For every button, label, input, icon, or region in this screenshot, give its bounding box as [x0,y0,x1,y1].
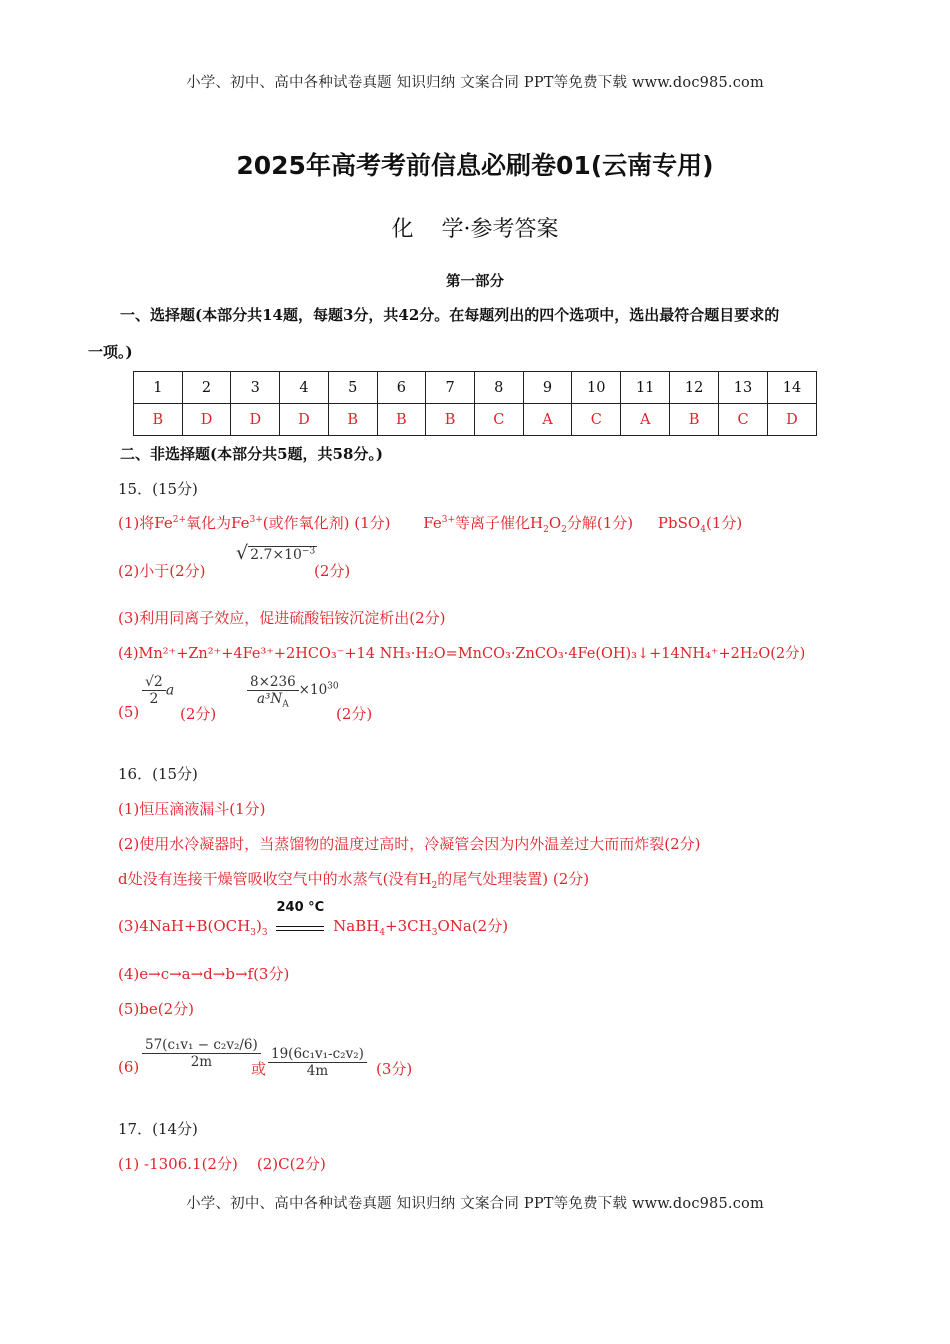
answer-table-numbers-row [134,372,817,404]
purity-fraction-1: $\frac{\text{57(c₁v₁ − c₂v₂/6)}}{2m}$ [142,1037,261,1070]
question-number: 13 [719,372,768,404]
q15-answer-1: (1)将$Fe^{2+}$氧化为$Fe^{3+}$(或作氧化剂) (1分) $Fe^{3+}$等离子催化$H_2O_2$分解(1分) PbSO$_4$(1分) [118,514,743,535]
q16-answer-6-score: (3分) [376,1060,413,1078]
q16-answer-2: (2)使用水冷凝器时，当蒸馏物的温度过高时，冷凝管会因为内外温差过大而而炸裂(2分) [118,835,701,853]
reaction-condition-arrow: 240 °C [274,915,326,939]
answer-cell: C [719,404,768,436]
question-number: 4 [280,372,329,404]
fraction-sqrt2-over-2: $\frac{√2}{2}$ a [142,674,174,707]
answer-table [133,371,817,436]
q15-answer-2: (2)小于(2分) [118,562,206,580]
q16-answer-1: (1)恒压滴液漏斗(1分) [118,800,266,818]
question-number: 11 [621,372,670,404]
answer-cell: D [231,404,280,436]
purity-fraction-2: $\frac{\text{19(6c₁v₁-c₂v₂)}}{4m}$ [268,1046,367,1079]
answer-cell: B [377,404,426,436]
page-header: 小学、初中、高中各种试卷真题 知识归纳 文案合同 PPT等免费下载 www.doc985.com [186,75,764,91]
q15-answer-5-score2: (2分) [336,705,373,723]
question-number: 1 [134,372,183,404]
part-heading: 第一部分 [446,273,504,290]
answer-cell: B [328,404,377,436]
question-number: 14 [767,372,816,404]
q15-answer-3: (3)利用同离子效应，促进硫酸铝铵沉淀析出(2分) [118,609,446,627]
answer-cell: C [474,404,523,436]
q15-answer-2-score: (2分) [314,562,351,580]
answer-cell: B [670,404,719,436]
answer-cell: D [182,404,231,436]
answer-cell: D [280,404,329,436]
document-subtitle: 化 学·参考答案 [391,217,559,242]
question-number: 12 [670,372,719,404]
q17-heading: 17．(14分) [118,1120,198,1138]
q15-answer-4: (4)Mn²⁺+Zn²⁺+4Fe³⁺+2HCO₃⁻+14 NH₃·H₂O=MnCO₃·ZnCO₃·4Fe(OH)₃↓+14NH₄⁺+2H₂O(2分) [118,646,806,662]
page-footer: 小学、初中、高中各种试卷真题 知识归纳 文案合同 PPT等免费下载 www.doc985.com [186,1196,764,1212]
answer-cell: A [621,404,670,436]
answer-cell: A [523,404,572,436]
question-number: 2 [182,372,231,404]
q16-answer-6-label: (6) [118,1058,140,1076]
q15-answer-5-label: (5) [118,703,140,721]
question-number: 8 [474,372,523,404]
answer-cell: D [767,404,816,436]
q16-answer-5: (5)be(2分) [118,1000,194,1018]
q16-or: 或 [251,1060,267,1078]
q16-answer-4: (4)e→c→a→d→b→f(3分) [118,965,290,983]
section1-instructions-cont: 一项。) [88,343,133,361]
question-number: 10 [572,372,621,404]
q16-heading: 16．(15分) [118,765,198,783]
section1-instructions: 一、选择题(本部分共14题，每题3分，共42分。在每题列出的四个选项中，选出最符合题目要求的 [120,306,780,324]
question-number: 7 [426,372,475,404]
q17-answer-1: (1) -1306.1(2分) (2)C(2分) [118,1155,326,1173]
q15-heading: 15．(15分) [118,480,198,498]
question-number: 9 [523,372,572,404]
q16-answer-2b: d处没有连接干燥管吸收空气中的水蒸气(没有$H_2$的尾气处理装置) (2分) [118,870,590,891]
question-number: 6 [377,372,426,404]
question-number: 3 [231,372,280,404]
density-expression: $\frac{8\times 236}{a^3N_A}$ $\times 10^{30}$ [247,674,339,707]
answer-cell: B [426,404,475,436]
question-number: 5 [328,372,377,404]
answer-cell: B [134,404,183,436]
answer-cell: C [572,404,621,436]
sqrt-expression: √ $2.7\times 10^{-3}$ [236,542,316,564]
answer-table-answers-row [134,404,817,436]
section2-instructions: 二、非选择题(本部分共5题，共58分。) [120,445,384,463]
document-title: 2025年高考考前信息必刷卷01(云南专用) [236,151,714,180]
q16-answer-3: $(3)4NaH+B(OCH_3)_3$ 240 °C $NaBH_4+3CH_3ONa(2$分) [118,900,509,938]
q15-answer-5-score1: (2分) [180,705,217,723]
